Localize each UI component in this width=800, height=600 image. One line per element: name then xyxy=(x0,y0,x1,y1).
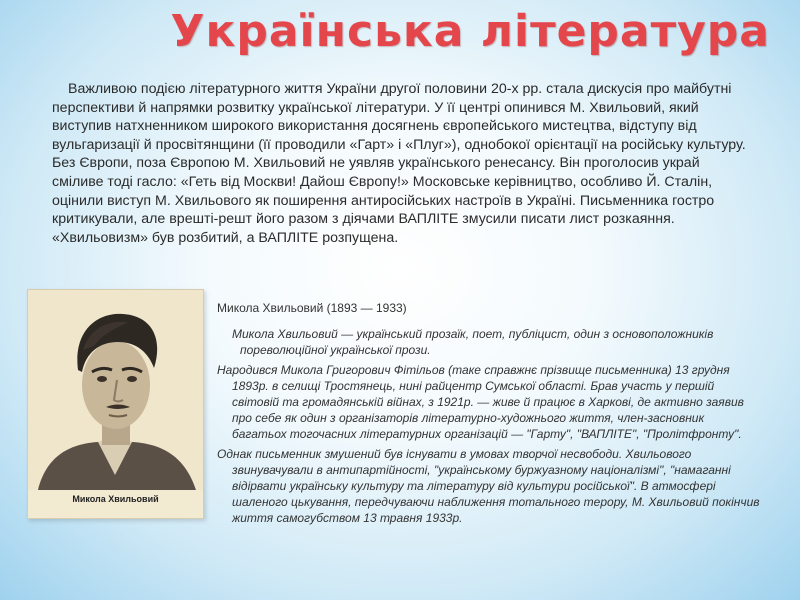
biography-block xyxy=(217,300,762,530)
photo-caption: Микола Хвильовий xyxy=(72,494,159,504)
intro-paragraph: Важливою подією літературного життя України другої половини 20-х рр. стала дискусія про майбутні перспективи й напрямки розвитку української літератури. У її центрі опинився М. Хвильовий, який виступив натхненником широкого використання досягнень європейського мистецтва, відступу від вульгаризації й просвітянщини (її проводили «Гарт» і «Плуг»), однобокої орієнтації на російську культуру. Без Європи, поза Європою М. Хвильовий не уявляв українського ренесансу. Він проголосив украй сміливе тоді гасло: «Геть від Москви! Дайош Європу!» Московське керівництво, особливо Й. Сталін, оцінили виступ М. Хвильового як поширення антиросійських настроїв в Україні. Письменника гостро критикували, але врешті-решт його разом з діячами ВАПЛІТЕ змусили писати лист розкаяння. «Хвильовизм» був розбитий, а ВАПЛІТЕ розпущена. xyxy=(52,81,746,246)
bio-paragraph: Народився Микола Григорович Фітільов (таке справжнє прізвище письменника) 13 грудня 1893р. в селищі Тростянець, нині райцентр Сумської області. Брав участь у першій світовій та громадянській війнах, з 1921р. — живе й працює в Харкові, де активно заявив про себе як один з організаторів літературно-художнього життя, член-засновник багатьох тогочасних літературних організацій — "Гарту", "ВАПЛІТЕ", "Пролітфронту". xyxy=(217,363,744,441)
portrait-photo xyxy=(27,289,204,519)
bio-paragraph: Микола Хвильовий — український прозаїк, поет, публіцист, один з основоположників пореволюційної української прози. xyxy=(232,327,714,357)
page-title: Українська література xyxy=(170,6,770,57)
bio-paragraph: Однак письменник змушений був існувати в умовах творчої несвободи. Хвильового звинувачували в антипартійності, "українському буржуазному націоналізмі", "намаганні відірвати українську культуру та літературу від культури російської". В атмосфері шаленого цькування, передчуваючи наближення тотального терору, М. Хвильовий покінчив життя самогубством 13 травня 1933р. xyxy=(217,447,760,525)
portrait-image xyxy=(28,290,203,490)
bio-name-line: Микола Хвильовий (1893 — 1933) xyxy=(217,301,407,315)
